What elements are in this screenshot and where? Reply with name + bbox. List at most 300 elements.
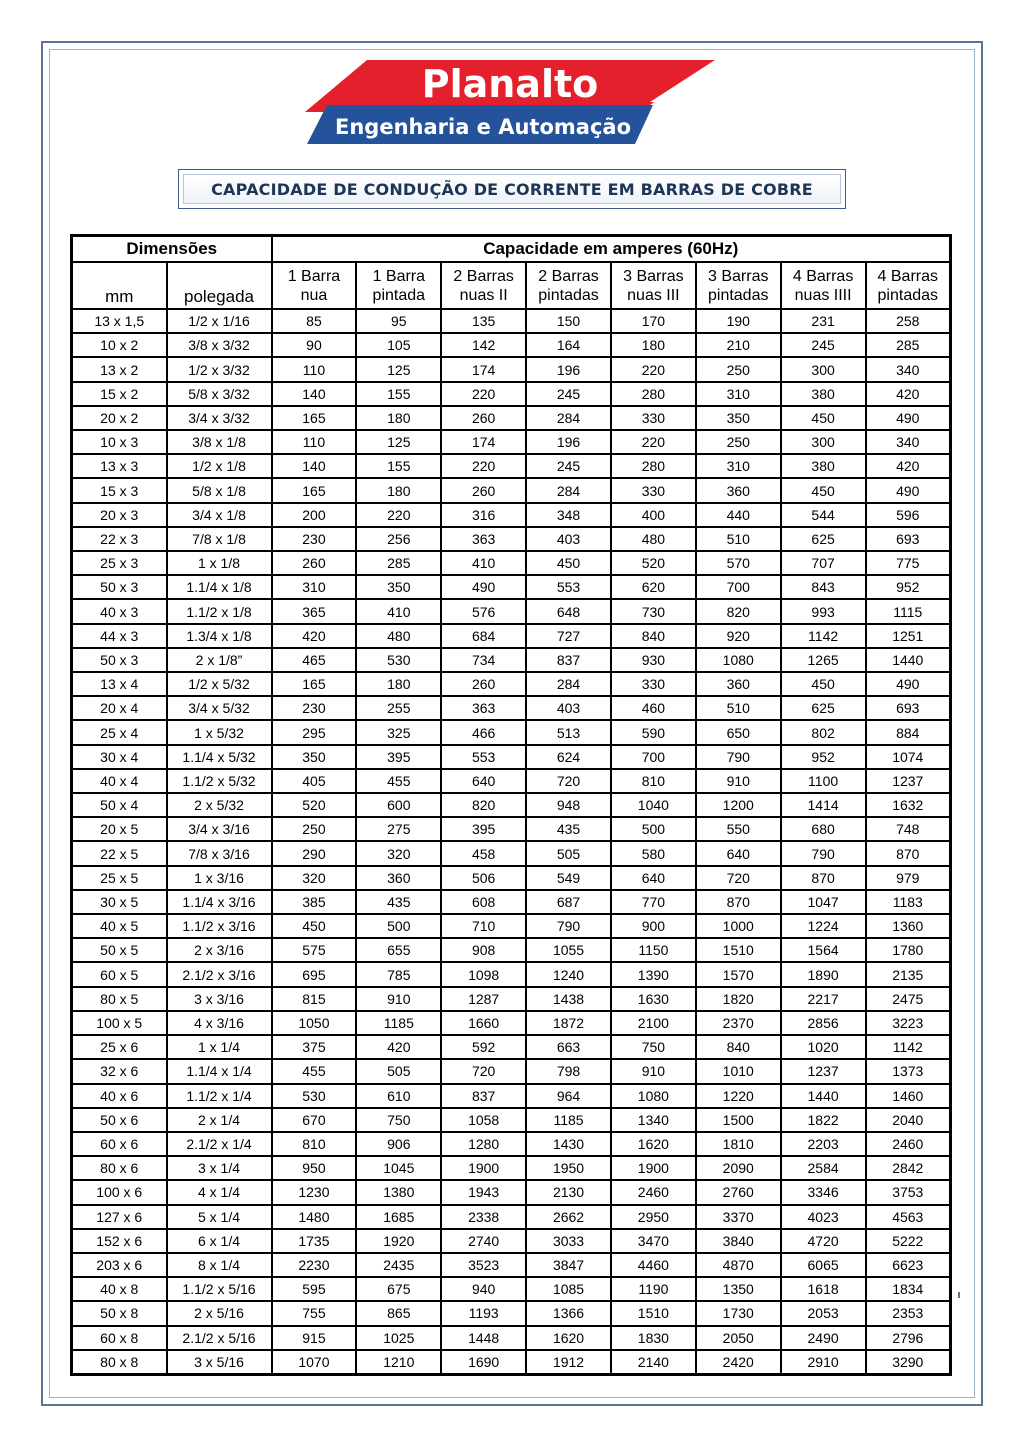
table-row	[72, 962, 951, 986]
col-1-barra-nua-cell: 260	[272, 551, 357, 575]
col-polegada-cell: 2 x 3/16	[167, 938, 272, 962]
col-mm-cell: 25 x 5	[72, 866, 167, 890]
col-3-barras-nuas-cell: 1190	[611, 1277, 696, 1301]
col-3-barras-pintadas-cell: 510	[696, 696, 781, 720]
col-4-barras-pintadas-cell: 596	[866, 503, 951, 527]
col-3-barras-pintadas-cell: 510	[696, 527, 781, 551]
col-polegada-cell: 1.1/2 x 3/16	[167, 914, 272, 938]
col-polegada-cell: 1/2 x 1/8	[167, 454, 272, 478]
col-mm-cell: 80 x 8	[72, 1350, 167, 1375]
col-polegada-cell: 1 x 3/16	[167, 866, 272, 890]
header-line: 2 Barras	[453, 267, 514, 285]
col-2-barras-nuas-cell: 220	[441, 454, 526, 478]
col-3-barras-nuas-cell: 1510	[611, 1301, 696, 1325]
col-2-barras-nuas-cell: 1900	[441, 1156, 526, 1180]
header-line: nuas IIII	[794, 286, 852, 304]
col-4-barras-nuas-cell: 680	[781, 817, 866, 841]
col-2-barras-pintadas-cell: 1430	[526, 1132, 611, 1156]
col-2-barras-nuas-cell: 820	[441, 793, 526, 817]
col-mm-cell: 50 x 3	[72, 648, 167, 672]
col-2-barras-pintadas-cell: 798	[526, 1059, 611, 1083]
col-3-barras-pintadas-cell: 2760	[696, 1180, 781, 1204]
col-mm-cell: 40 x 5	[72, 914, 167, 938]
col-4-barras-nuas-cell: 1890	[781, 962, 866, 986]
col-3-barras-nuas-cell: 2460	[611, 1180, 696, 1204]
col-1-barra-nua-cell: 165	[272, 406, 357, 430]
col-4-barras-pintadas-cell: 1115	[866, 599, 951, 623]
col-2-barras-pintadas-cell: 1872	[526, 1011, 611, 1035]
col-2-barras-pintadas-cell: 948	[526, 793, 611, 817]
col-2-barras-nuas-cell: 720	[441, 1059, 526, 1083]
col-mm-cell: 10 x 3	[72, 430, 167, 454]
header-line: 1 Barra	[287, 267, 341, 285]
col-mm-cell: 60 x 5	[72, 962, 167, 986]
col-mm-cell: 15 x 3	[72, 478, 167, 502]
col-2-barras-pintadas-cell: 1240	[526, 962, 611, 986]
col-1-barra-pintada-cell: 455	[356, 769, 441, 793]
col-polegada-cell: 3/4 x 3/32	[167, 406, 272, 430]
col-mm-cell: 30 x 5	[72, 890, 167, 914]
col-2-barras-pintadas-cell: 687	[526, 890, 611, 914]
col-4-barras-pintadas-cell: 952	[866, 575, 951, 599]
col-3-barras-pintadas-cell: 360	[696, 478, 781, 502]
col-polegada-cell: 3 x 1/4	[167, 1156, 272, 1180]
col-1-barra-pintada-cell: 1210	[356, 1350, 441, 1375]
col-1-barra-pintada-cell: 275	[356, 817, 441, 841]
col-polegada-cell: 4 x 3/16	[167, 1011, 272, 1035]
col-mm-cell: 40 x 4	[72, 769, 167, 793]
col-2-barras-pintadas-cell: 403	[526, 527, 611, 551]
col-2-barras-pintadas-cell: 450	[526, 551, 611, 575]
col-polegada-cell: 2.1/2 x 3/16	[167, 962, 272, 986]
col-3-barras-nuas-cell: 480	[611, 527, 696, 551]
col-4-barras-pintadas-cell: 1237	[866, 769, 951, 793]
col-polegada-cell: 3/8 x 3/32	[167, 333, 272, 357]
col-2-barras-pintadas-cell: 284	[526, 406, 611, 430]
col-1-barra-pintada-cell: 125	[356, 357, 441, 381]
col-4-barras-pintadas-cell: 1142	[866, 1035, 951, 1059]
col-polegada-cell: 2.1/2 x 5/16	[167, 1326, 272, 1350]
table-row	[72, 1180, 951, 1204]
col-1-barra-pintada-cell: 180	[356, 478, 441, 502]
capacity-header: Capacidade em amperes (60Hz)	[272, 236, 951, 263]
col-mm-cell: 20 x 2	[72, 406, 167, 430]
col-2-barras-nuas-cell: 3523	[441, 1253, 526, 1277]
table-row	[72, 624, 951, 648]
col-2-barras-nuas-cell: 1660	[441, 1011, 526, 1035]
col-3-barras-pintadas-cell: 1010	[696, 1059, 781, 1083]
col-2-barras-nuas-cell: 490	[441, 575, 526, 599]
col-2-barras-nuas-cell: 135	[441, 309, 526, 333]
col-2-barras-pintadas-header	[526, 262, 611, 309]
col-3-barras-nuas-cell: 730	[611, 599, 696, 623]
col-1-barra-pintada-cell: 655	[356, 938, 441, 962]
col-3-barras-nuas-cell: 330	[611, 478, 696, 502]
col-polegada-cell: 1.1/4 x 1/4	[167, 1059, 272, 1083]
col-4-barras-pintadas-cell: 884	[866, 720, 951, 744]
col-2-barras-nuas-cell: 174	[441, 357, 526, 381]
table-row	[72, 454, 951, 478]
col-1-barra-pintada-cell: 610	[356, 1084, 441, 1108]
col-mm-cell: 20 x 3	[72, 503, 167, 527]
col-mm-cell: 22 x 3	[72, 527, 167, 551]
table-row	[72, 551, 951, 575]
col-2-barras-nuas-cell: 1058	[441, 1108, 526, 1132]
col-2-barras-pintadas-cell: 1055	[526, 938, 611, 962]
col-mm-cell: 203 x 6	[72, 1253, 167, 1277]
col-2-barras-nuas-cell: 1193	[441, 1301, 526, 1325]
col-3-barras-nuas-cell: 400	[611, 503, 696, 527]
col-mm-cell: 40 x 8	[72, 1277, 167, 1301]
col-mm-cell: 13 x 3	[72, 454, 167, 478]
col-3-barras-pintadas-cell: 2370	[696, 1011, 781, 1035]
col-polegada-cell: 1.3/4 x 1/8	[167, 624, 272, 648]
col-1-barra-nua-cell: 2230	[272, 1253, 357, 1277]
col-4-barras-nuas-cell: 2584	[781, 1156, 866, 1180]
col-polegada-cell: 1 x 1/8	[167, 551, 272, 575]
col-3-barras-pintadas-cell: 1500	[696, 1108, 781, 1132]
col-polegada-cell: 5 x 1/4	[167, 1205, 272, 1229]
col-3-barras-pintadas-cell: 840	[696, 1035, 781, 1059]
col-4-barras-pintadas-cell: 2842	[866, 1156, 951, 1180]
col-3-barras-nuas-cell: 1390	[611, 962, 696, 986]
title-box	[178, 169, 846, 209]
col-4-barras-nuas-cell: 790	[781, 841, 866, 865]
col-2-barras-nuas-cell: 592	[441, 1035, 526, 1059]
col-polegada-cell: 1.1/2 x 1/8	[167, 599, 272, 623]
col-2-barras-pintadas-cell: 196	[526, 357, 611, 381]
col-3-barras-nuas-cell: 4460	[611, 1253, 696, 1277]
col-4-barras-nuas-cell: 952	[781, 745, 866, 769]
col-4-barras-pintadas-cell: 1074	[866, 745, 951, 769]
table-row	[72, 817, 951, 841]
col-2-barras-pintadas-cell: 964	[526, 1084, 611, 1108]
col-polegada-cell: 1/2 x 1/16	[167, 309, 272, 333]
col-4-barras-pintadas-cell: 5222	[866, 1229, 951, 1253]
col-polegada-cell: 1.1/2 x 1/4	[167, 1084, 272, 1108]
col-4-barras-nuas-cell: 1564	[781, 938, 866, 962]
col-2-barras-nuas-cell: 174	[441, 430, 526, 454]
table-row	[72, 333, 951, 357]
col-4-barras-nuas-cell: 802	[781, 720, 866, 744]
col-1-barra-nua-cell: 810	[272, 1132, 357, 1156]
col-3-barras-pintadas-cell: 1350	[696, 1277, 781, 1301]
col-2-barras-pintadas-cell: 284	[526, 672, 611, 696]
col-4-barras-nuas-cell: 1100	[781, 769, 866, 793]
col-1-barra-nua-cell: 1050	[272, 1011, 357, 1035]
col-1-barra-nua-cell: 365	[272, 599, 357, 623]
col-3-barras-pintadas-cell: 4870	[696, 1253, 781, 1277]
col-mm-cell: 60 x 6	[72, 1132, 167, 1156]
col-1-barra-nua-cell: 310	[272, 575, 357, 599]
header-line: nuas III	[627, 286, 680, 304]
col-2-barras-nuas-cell: 1690	[441, 1350, 526, 1375]
col-mm-cell: 50 x 8	[72, 1301, 167, 1325]
col-3-barras-pintadas-cell: 310	[696, 454, 781, 478]
col-2-barras-pintadas-cell: 1620	[526, 1326, 611, 1350]
col-1-barra-nua-cell: 695	[272, 962, 357, 986]
header-line: 4 Barras	[792, 267, 854, 285]
col-4-barras-pintadas-cell: 693	[866, 527, 951, 551]
col-polegada-cell: 2 x 1/4	[167, 1108, 272, 1132]
capacity-table	[70, 234, 952, 1376]
col-1-barra-nua-cell: 1070	[272, 1350, 357, 1375]
col-2-barras-nuas-cell: 2740	[441, 1229, 526, 1253]
col-4-barras-pintadas-cell: 1440	[866, 648, 951, 672]
col-2-barras-pintadas-cell: 435	[526, 817, 611, 841]
table-row	[72, 720, 951, 744]
col-3-barras-pintadas-cell: 2050	[696, 1326, 781, 1350]
col-4-barras-pintadas-cell: 1780	[866, 938, 951, 962]
col-polegada-cell: 3/4 x 5/32	[167, 696, 272, 720]
col-4-barras-nuas-cell: 1237	[781, 1059, 866, 1083]
logo-tagline: Engenharia e Automação	[335, 115, 631, 139]
col-4-barras-nuas-cell: 843	[781, 575, 866, 599]
col-3-barras-pintadas-cell: 700	[696, 575, 781, 599]
col-1-barra-nua-cell: 350	[272, 745, 357, 769]
header-line: 1 Barra	[372, 267, 426, 285]
col-4-barras-pintadas-header	[866, 262, 951, 309]
header-line: polegada	[184, 287, 254, 306]
col-2-barras-nuas-cell: 2338	[441, 1205, 526, 1229]
col-4-barras-nuas-cell: 4720	[781, 1229, 866, 1253]
col-2-barras-pintadas-cell: 553	[526, 575, 611, 599]
col-1-barra-nua-cell: 290	[272, 841, 357, 865]
table-row	[72, 745, 951, 769]
col-4-barras-nuas-cell: 2053	[781, 1301, 866, 1325]
col-2-barras-nuas-cell: 576	[441, 599, 526, 623]
col-4-barras-pintadas-cell: 2040	[866, 1108, 951, 1132]
col-4-barras-nuas-cell: 707	[781, 551, 866, 575]
table-row	[72, 1301, 951, 1325]
col-3-barras-pintadas-cell: 650	[696, 720, 781, 744]
col-4-barras-nuas-cell: 300	[781, 357, 866, 381]
col-1-barra-pintada-cell: 1920	[356, 1229, 441, 1253]
col-2-barras-nuas-cell: 142	[441, 333, 526, 357]
header-line: 4 Barras	[877, 267, 938, 285]
col-2-barras-pintadas-cell: 549	[526, 866, 611, 890]
header-line: nuas II	[459, 286, 508, 304]
col-3-barras-nuas-cell: 280	[611, 382, 696, 406]
table-row	[72, 1132, 951, 1156]
col-2-barras-pintadas-cell: 513	[526, 720, 611, 744]
col-4-barras-pintadas-cell: 258	[866, 309, 951, 333]
col-mm-cell: 50 x 4	[72, 793, 167, 817]
col-4-barras-pintadas-cell: 1834	[866, 1277, 951, 1301]
col-3-barras-pintadas-cell: 250	[696, 430, 781, 454]
col-1-barra-pintada-cell: 155	[356, 454, 441, 478]
col-1-barra-pintada-cell: 785	[356, 962, 441, 986]
col-4-barras-nuas-cell: 450	[781, 406, 866, 430]
col-4-barras-pintadas-cell: 870	[866, 841, 951, 865]
col-1-barra-pintada-cell: 435	[356, 890, 441, 914]
col-2-barras-pintadas-cell: 624	[526, 745, 611, 769]
col-polegada-cell: 7/8 x 3/16	[167, 841, 272, 865]
col-4-barras-nuas-cell: 450	[781, 672, 866, 696]
col-1-barra-pintada-cell: 500	[356, 914, 441, 938]
col-3-barras-nuas-cell: 170	[611, 309, 696, 333]
table-row	[72, 1350, 951, 1375]
col-4-barras-pintadas-cell: 340	[866, 357, 951, 381]
col-1-barra-nua-cell: 250	[272, 817, 357, 841]
col-1-barra-nua-cell: 230	[272, 527, 357, 551]
col-4-barras-nuas-cell: 1822	[781, 1108, 866, 1132]
col-1-barra-pintada-cell: 910	[356, 987, 441, 1011]
col-1-barra-nua-cell: 950	[272, 1156, 357, 1180]
col-mm-cell: 152 x 6	[72, 1229, 167, 1253]
col-1-barra-nua-cell: 85	[272, 309, 357, 333]
col-3-barras-pintadas-cell: 360	[696, 672, 781, 696]
col-2-barras-pintadas-cell: 1950	[526, 1156, 611, 1180]
col-3-barras-nuas-cell: 910	[611, 1059, 696, 1083]
col-4-barras-pintadas-cell: 1632	[866, 793, 951, 817]
col-polegada-cell: 3 x 5/16	[167, 1350, 272, 1375]
col-4-barras-nuas-header	[781, 262, 866, 309]
table-group-header-row	[72, 236, 951, 263]
header-line: pintada	[372, 286, 426, 304]
col-1-barra-pintada-cell: 320	[356, 841, 441, 865]
col-2-barras-pintadas-cell: 790	[526, 914, 611, 938]
col-2-barras-nuas-cell: 908	[441, 938, 526, 962]
col-1-barra-nua-cell: 295	[272, 720, 357, 744]
table-body	[72, 309, 951, 1375]
header-line: 3 Barras	[623, 267, 684, 285]
col-2-barras-nuas-cell: 506	[441, 866, 526, 890]
col-3-barras-nuas-cell: 750	[611, 1035, 696, 1059]
col-1-barra-pintada-cell: 1685	[356, 1205, 441, 1229]
col-4-barras-nuas-cell: 1440	[781, 1084, 866, 1108]
col-1-barra-pintada-cell: 95	[356, 309, 441, 333]
col-2-barras-pintadas-cell: 1185	[526, 1108, 611, 1132]
col-2-barras-pintadas-cell: 403	[526, 696, 611, 720]
col-2-barras-pintadas-cell: 3847	[526, 1253, 611, 1277]
col-mm-cell: 20 x 5	[72, 817, 167, 841]
col-1-barra-pintada-cell: 480	[356, 624, 441, 648]
col-2-barras-nuas-cell: 553	[441, 745, 526, 769]
col-1-barra-nua-cell: 575	[272, 938, 357, 962]
col-3-barras-pintadas-cell: 250	[696, 357, 781, 381]
col-3-barras-pintadas-cell: 1820	[696, 987, 781, 1011]
col-3-barras-pintadas-header	[696, 262, 781, 309]
table-row	[72, 769, 951, 793]
col-2-barras-nuas-cell: 608	[441, 890, 526, 914]
col-4-barras-nuas-cell: 2203	[781, 1132, 866, 1156]
header-line: nua	[300, 286, 328, 304]
col-4-barras-pintadas-cell: 3753	[866, 1180, 951, 1204]
col-2-barras-nuas-cell: 316	[441, 503, 526, 527]
col-1-barra-pintada-cell: 906	[356, 1132, 441, 1156]
col-4-barras-pintadas-cell: 2475	[866, 987, 951, 1011]
col-2-barras-pintadas-cell: 727	[526, 624, 611, 648]
col-3-barras-pintadas-cell: 1730	[696, 1301, 781, 1325]
col-1-barra-pintada-cell: 285	[356, 551, 441, 575]
col-1-barra-nua-cell: 165	[272, 478, 357, 502]
col-mm-cell: 100 x 5	[72, 1011, 167, 1035]
col-1-barra-pintada-cell: 180	[356, 672, 441, 696]
col-3-barras-nuas-cell: 1630	[611, 987, 696, 1011]
col-2-barras-nuas-cell: 260	[441, 478, 526, 502]
col-mm-cell: 127 x 6	[72, 1205, 167, 1229]
col-4-barras-pintadas-cell: 420	[866, 454, 951, 478]
col-1-barra-pintada-cell: 530	[356, 648, 441, 672]
header-line: mm	[105, 287, 134, 306]
col-4-barras-pintadas-cell: 420	[866, 382, 951, 406]
table-row	[72, 357, 951, 381]
col-3-barras-nuas-header	[611, 262, 696, 309]
col-3-barras-nuas-cell: 220	[611, 430, 696, 454]
table-row	[72, 1059, 951, 1083]
col-1-barra-nua-cell: 465	[272, 648, 357, 672]
col-1-barra-nua-cell: 200	[272, 503, 357, 527]
col-3-barras-pintadas-cell: 1220	[696, 1084, 781, 1108]
col-4-barras-pintadas-cell: 775	[866, 551, 951, 575]
table-row	[72, 478, 951, 502]
col-polegada-cell: 1.1/2 x 5/16	[167, 1277, 272, 1301]
col-2-barras-nuas-cell: 734	[441, 648, 526, 672]
col-3-barras-nuas-cell: 220	[611, 357, 696, 381]
col-mm-cell: 13 x 2	[72, 357, 167, 381]
col-3-barras-nuas-cell: 2100	[611, 1011, 696, 1035]
col-4-barras-pintadas-cell: 1360	[866, 914, 951, 938]
col-4-barras-nuas-cell: 1224	[781, 914, 866, 938]
table-row	[72, 938, 951, 962]
table-row	[72, 382, 951, 406]
col-1-barra-nua-cell: 385	[272, 890, 357, 914]
col-2-barras-nuas-cell: 363	[441, 696, 526, 720]
table-row	[72, 987, 951, 1011]
col-3-barras-pintadas-cell: 2420	[696, 1350, 781, 1375]
col-2-barras-nuas-cell: 410	[441, 551, 526, 575]
col-4-barras-pintadas-cell: 1183	[866, 890, 951, 914]
header-line: pintadas	[707, 286, 769, 304]
col-2-barras-nuas-cell: 1943	[441, 1180, 526, 1204]
col-polegada-cell: 1 x 5/32	[167, 720, 272, 744]
col-3-barras-nuas-cell: 180	[611, 333, 696, 357]
table-row	[72, 890, 951, 914]
col-2-barras-nuas-cell: 458	[441, 841, 526, 865]
col-2-barras-nuas-cell: 260	[441, 672, 526, 696]
col-4-barras-pintadas-cell: 3290	[866, 1350, 951, 1375]
col-1-barra-pintada-cell: 1045	[356, 1156, 441, 1180]
col-1-barra-nua-cell: 230	[272, 696, 357, 720]
col-2-barras-nuas-cell: 220	[441, 382, 526, 406]
col-polegada-cell: 6 x 1/4	[167, 1229, 272, 1253]
col-2-barras-nuas-cell: 684	[441, 624, 526, 648]
col-4-barras-pintadas-cell: 1251	[866, 624, 951, 648]
table-row	[72, 672, 951, 696]
col-4-barras-nuas-cell: 1047	[781, 890, 866, 914]
col-4-barras-nuas-cell: 2856	[781, 1011, 866, 1035]
col-1-barra-pintada-cell: 675	[356, 1277, 441, 1301]
col-4-barras-pintadas-cell: 4563	[866, 1205, 951, 1229]
col-2-barras-nuas-cell: 260	[441, 406, 526, 430]
col-mm-cell: 25 x 4	[72, 720, 167, 744]
col-2-barras-pintadas-cell: 196	[526, 430, 611, 454]
table-row	[72, 1229, 951, 1253]
col-2-barras-pintadas-cell: 663	[526, 1035, 611, 1059]
col-2-barras-nuas-cell: 710	[441, 914, 526, 938]
col-2-barras-pintadas-cell: 505	[526, 841, 611, 865]
col-4-barras-nuas-cell: 870	[781, 866, 866, 890]
col-2-barras-nuas-cell: 940	[441, 1277, 526, 1301]
col-2-barras-nuas-cell: 1448	[441, 1326, 526, 1350]
table-row	[72, 1253, 951, 1277]
edge-mark	[958, 1292, 960, 1298]
col-1-barra-pintada-cell: 1025	[356, 1326, 441, 1350]
table-row	[72, 1156, 951, 1180]
col-1-barra-nua-cell: 140	[272, 454, 357, 478]
col-3-barras-nuas-cell: 500	[611, 817, 696, 841]
